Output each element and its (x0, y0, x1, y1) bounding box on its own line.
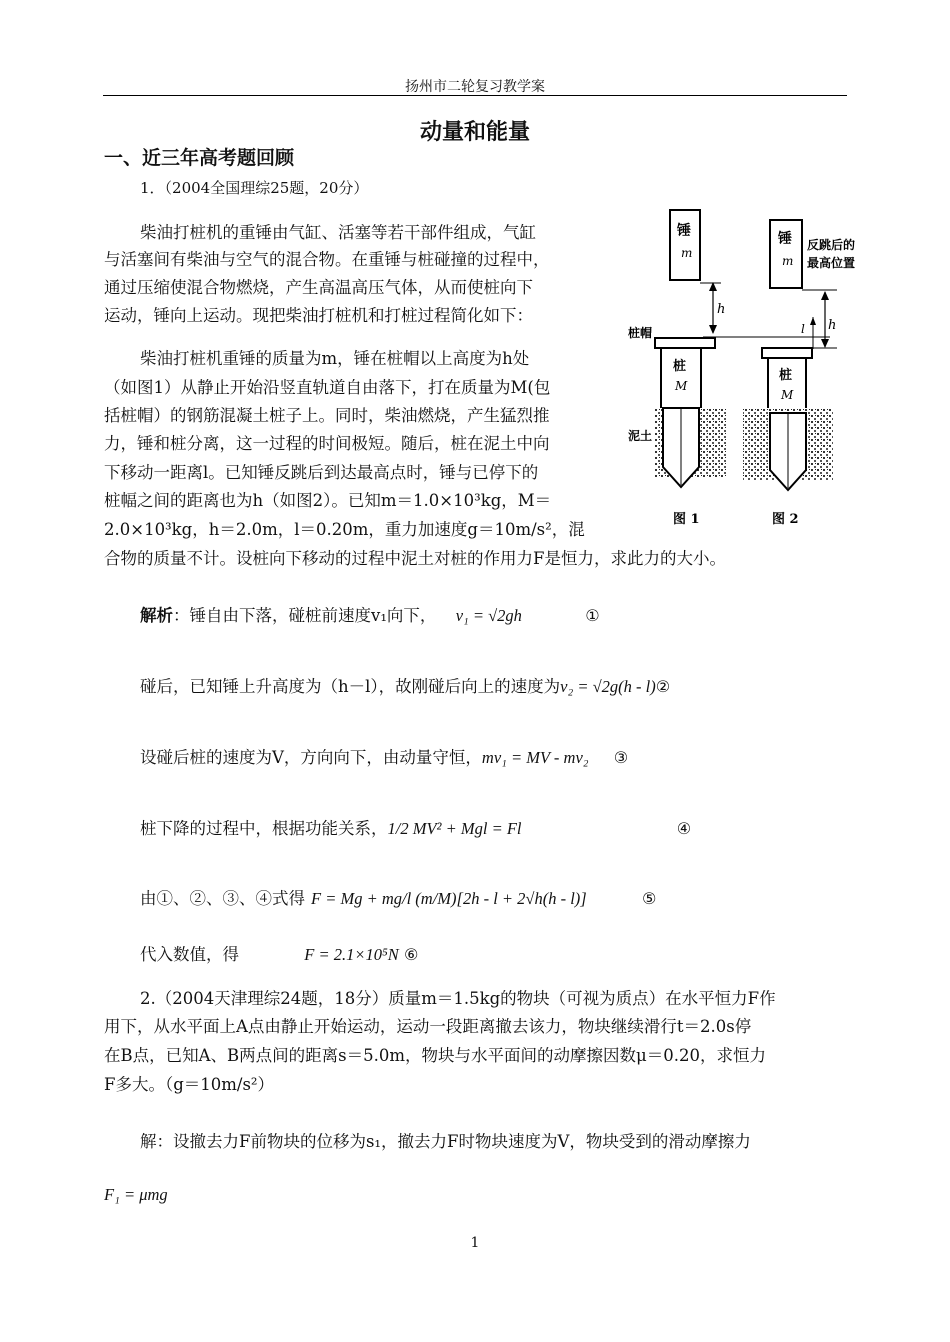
hammer-mass-2: m (782, 254, 794, 268)
solution-step-3: 设碰后桩的速度为V，方向向下，由动量守恒，mv₁ = MV - mv₂ ③ (140, 748, 629, 767)
hammer-1 (670, 210, 700, 280)
pile-2 (768, 358, 806, 413)
hammer-mass-1: m (681, 246, 693, 260)
q2-line: 在B点，已知A、B两点间的距离s＝5.0m，物块与水平面间的动摩擦因数μ＝0.20，求恒力 (104, 1046, 766, 1065)
figure-1-caption: 图 1 (673, 512, 700, 527)
q2-line: 2.（2004天津理综24题，18分）质量m＝1.5kg的物块（可视为质点）在水平恒力F作 (140, 989, 776, 1008)
q1-line: 桩幅之间的距离也为h（如图2）。已知m＝1.0×10³kg，M＝ (104, 491, 552, 510)
pile-label-1: 桩 (673, 359, 687, 374)
height-h-2: h (828, 318, 837, 333)
solution-step-4: 桩下降的过程中，根据功能关系，1/2 MV² + Mgl = Fl ④ (140, 819, 692, 838)
solution-step-6: 代入数值，得 F = 2.1×10⁵N ⑥ (140, 945, 419, 964)
q1-line: 力，锤和桩分离，这一过程的时间极短。随后，桩在泥土中向 (104, 434, 550, 453)
q1-line: 下移动一距离l。已知锤反跳后到达最高点时，锤与已停下的 (104, 463, 539, 482)
rebound-label-1: 反跳后的 (807, 238, 856, 252)
distance-l: l (801, 322, 805, 336)
q2-friction-formula: F₁ = μmg (104, 1185, 168, 1204)
page-header: 扬州市二轮复习教学案 (405, 79, 545, 95)
cap-label: 桩帽 (628, 326, 653, 340)
q2-line: 用下，从水平面上A点由静止开始运动，运动一段距离撤去该力，物块继续滑行t＝2.0s停 (104, 1017, 752, 1036)
section-heading: 一、近三年高考题回顾 (104, 147, 295, 169)
question-1-label: 1．（2004全国理综25题，20分） (140, 179, 369, 197)
solution-step-2: 碰后，已知锤上升高度为（h－l），故刚碰后向上的速度为v₂ = √2g(h - l)② (140, 677, 671, 696)
pile-driver-figure (625, 205, 856, 535)
q1-line: 运动，锤向上运动。现把柴油打桩机和打桩过程简化如下： (104, 306, 533, 325)
hammer-label-1: 锤 (677, 223, 691, 239)
rebound-label-2: 最高位置 (807, 256, 856, 270)
height-h-1: h (717, 302, 726, 317)
solution-step-5: 由①、②、③、④式得 F = Mg + mg/l (m/M)[2h - l + 2√h(h - l)] ⑤ (140, 889, 657, 908)
q1-line: 与活塞间有柴油与空气的混合物。在重锤与桩碰撞的过程中， (104, 250, 550, 269)
page-title: 动量和能量 (419, 120, 530, 145)
pile-1 (661, 348, 701, 408)
pile-mass-2: M (781, 388, 794, 402)
soil-label: 泥土 (628, 429, 653, 443)
pile-label-2: 桩 (779, 368, 793, 383)
q1-line: 合物的质量不计。设桩向下移动的过程中泥土对桩的作用力F是恒力，求此力的大小。 (104, 549, 726, 568)
q2-solution: 解：设撤去力F前物块的位移为s₁，撤去力F时物块速度为V，物块受到的滑动摩擦力 (140, 1132, 751, 1151)
q1-line: 括桩帽）的钢筋混凝土桩子上。同时，柴油燃烧，产生猛烈推 (104, 406, 550, 425)
figure-2-caption: 图 2 (772, 512, 799, 527)
q1-line: （如图1）从静止开始沿竖直轨道自由落下，打在质量为M(包 (104, 378, 551, 397)
pile-mass-1: M (675, 379, 688, 393)
q1-line: 柴油打桩机的重锤由气缸、活塞等若干部件组成，气缸 (140, 223, 536, 242)
q2-line: F多大。（g＝10m/s²） (104, 1075, 275, 1094)
q1-line: 通过压缩使混合物燃烧，产生高温高压气体，从而使桩向下 (104, 278, 533, 297)
q1-line: 2.0×10³kg，h＝2.0m，l＝0.20m，重力加速度g＝10m/s²，混 (104, 520, 585, 539)
q1-line: 柴油打桩机重锤的质量为m，锤在桩帽以上高度为h处 (140, 349, 530, 368)
page-number: 1 (470, 1235, 480, 1251)
hammer-label-2: 锤 (778, 231, 792, 247)
solution-step-1: 解析：锤自由下落，碰桩前速度v₁向下， v₁ = √2gh ① (140, 606, 600, 625)
header-rule (103, 95, 847, 96)
